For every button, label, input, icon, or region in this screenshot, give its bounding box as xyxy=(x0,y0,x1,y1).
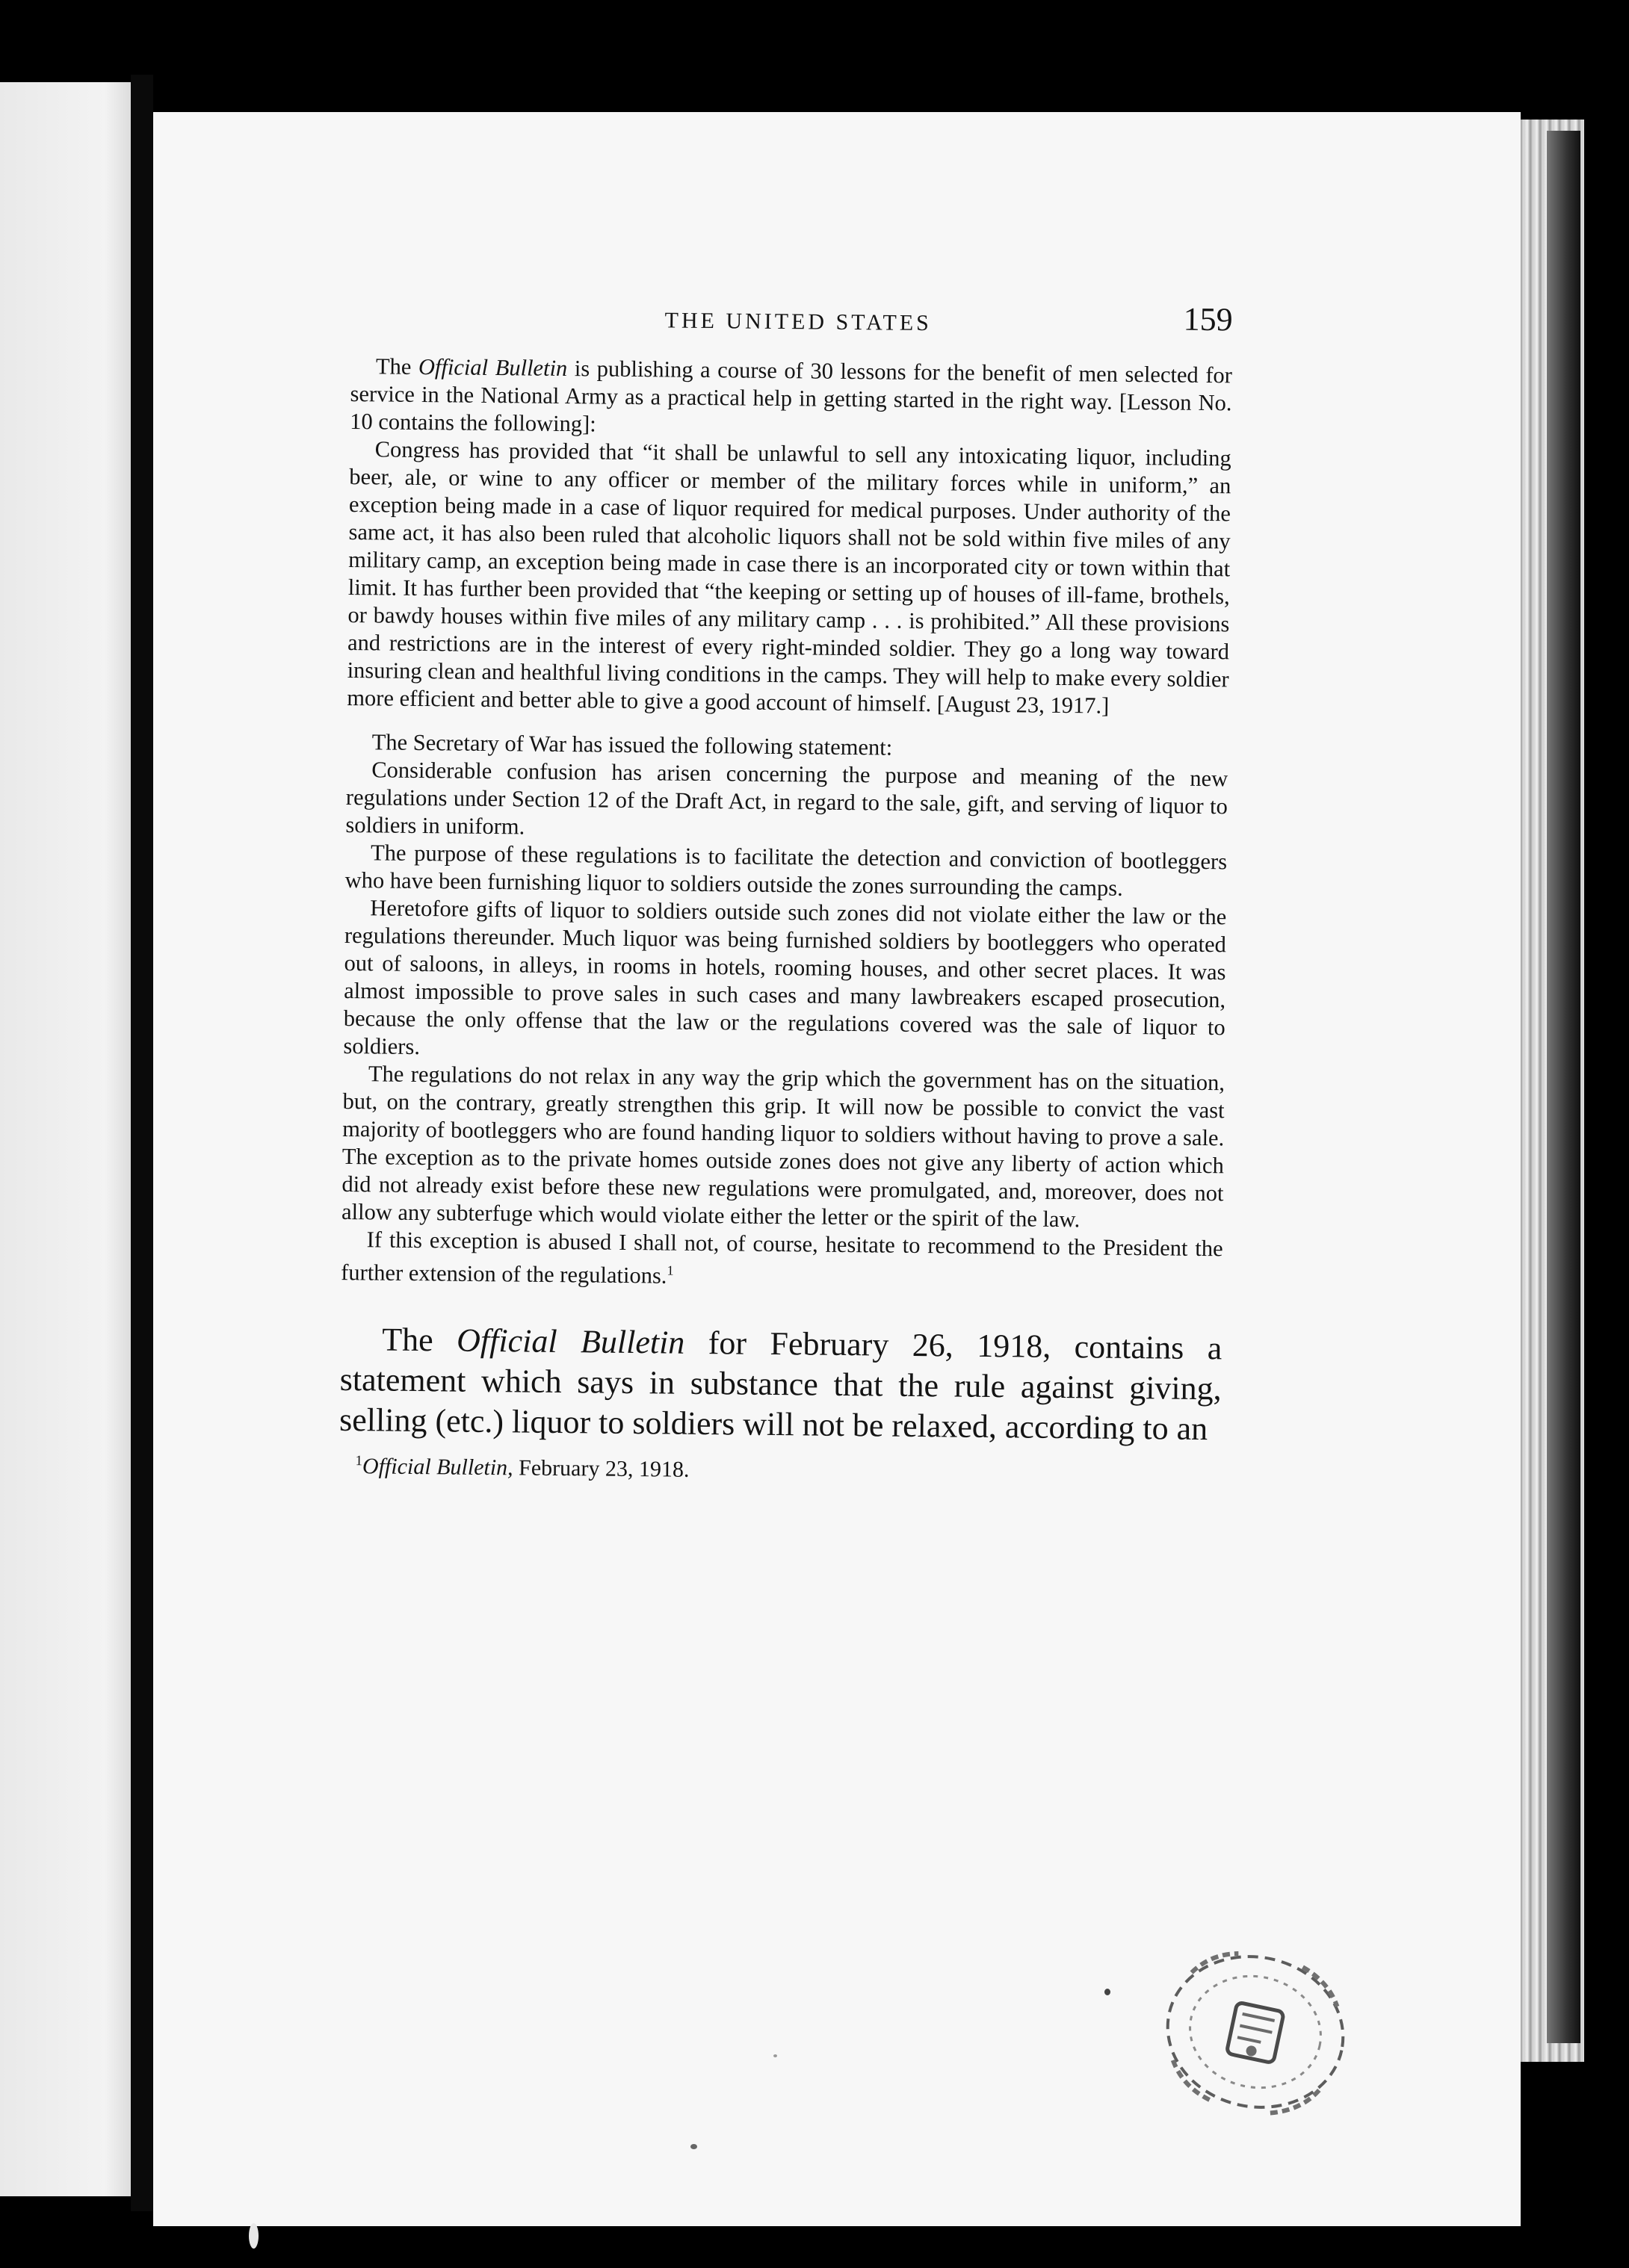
book-gutter xyxy=(131,75,153,2211)
footnote-source: Official Bulletin, xyxy=(362,1454,513,1481)
ink-speck xyxy=(773,2054,777,2057)
footnote-date: February 23, 1918. xyxy=(513,1455,690,1482)
ink-speck xyxy=(1104,1989,1110,1995)
quoted-extract xyxy=(341,353,1232,1295)
page-header xyxy=(350,291,1233,345)
quote-paragraph: The regulations do not relax in any way the grip which the government has on the situation, but, on the contrary, greatly strengthen this grip. It will now be possible to convict the vast majority of bootleggers who are found handing liquor to soldiers without having to prove a sale. The exception as to the private homes outside zones does not give any liberty of action which did not already exist before these new regulations were promulgated, and, moreover, does not allow any subterfuge which would violate either the letter or the spirit of the law. xyxy=(341,1061,1225,1233)
page-stack-shadow xyxy=(1547,131,1580,2043)
quote-text: is publishing a course of 30 lessons for the benefit of men selected for service in the National Army as a practical help in getting started in the right way. [Lesson No. 10 contains the following]: xyxy=(349,356,1233,437)
quote-paragraph: The Secretary of War has issued the following statement: xyxy=(371,729,893,760)
left-page-edge xyxy=(0,82,131,2196)
quote-date: [August 23, 1917.] xyxy=(936,691,1110,719)
quote-text: The xyxy=(375,353,419,379)
publication-title: Official Bulletin xyxy=(418,353,568,382)
quote-text: If this exception is abused I shall not, of course, hesitate to recommend to the President the further extension of the regulations. xyxy=(341,1227,1223,1289)
page-text-block xyxy=(339,291,1233,1489)
publication-title: Official Bulletin xyxy=(456,1322,685,1361)
quote-paragraph: Heretofore gifts of liquor to soldiers outside such zones did not violate either the law or the regulations thereunder. Much liquor was being furnished soldiers by bootleggers who operated out of saloons, in alleys, in rooms in hotels, rooming houses, and other secret places. It was almost impossible to prove sales in such cases and many lawbreakers escaped prosecution, because the only offense that the law or the regulations covered was the sale of liquor to soldiers. xyxy=(343,895,1227,1060)
quote-paragraph xyxy=(341,1226,1223,1296)
quote-paragraph xyxy=(350,353,1232,444)
page-number: 159 xyxy=(1183,300,1233,338)
footnote-marker: 1 xyxy=(355,1453,363,1469)
quote-paragraph xyxy=(347,436,1231,721)
body-paragraph xyxy=(339,1319,1222,1449)
quote-paragraph: Considerable confusion has arisen concerning the purpose and meaning of the new regulations under Section 12 of the Draft Act, in regard to the sale, gift, and serving of liquor to soldiers in uniform. xyxy=(345,757,1228,840)
running-head: THE UNITED STATES xyxy=(664,308,933,336)
quote-text: Congress has provided that “it shall be unlawful to sell any intoxicating liquor, including beer, ale, or wine to any officer or member of the military forces while in uniform,” an exception being made in a case of liquor required for medical purposes. Under authority of the same act, it has also been ruled that alcoholic liquors shall not be sold within five miles of any military camp, an exception being made in case there is an incorporated city or town within that limit. It has further been provided that “the keeping or setting up of houses of ill-fame, brothels, or bawdy houses within five miles of any military camp . . . is prohibited.” All these provisions and restrictions are in the interest of every right-minded soldier. They go a long way toward insuring clean and healthful living conditions in the camps. They will help to make every soldier more efficient and better able to give a good account of himself. xyxy=(347,436,1231,717)
body-text: The xyxy=(382,1321,457,1359)
quote-paragraph: The purpose of these regulations is to facilitate the detection and conviction of bootleggers who have been furnishing liquor to soldiers outside the zones surrounding the camps. xyxy=(344,840,1228,901)
body-text: for February 26, 1918, contains a statement which says in substance that the rule against giving, selling (etc.) liquor to soldiers will not be relaxed, according to an xyxy=(339,1324,1222,1448)
footnote-reference: 1 xyxy=(667,1262,674,1278)
ink-speck xyxy=(690,2144,697,2149)
film-mark xyxy=(249,2223,259,2249)
